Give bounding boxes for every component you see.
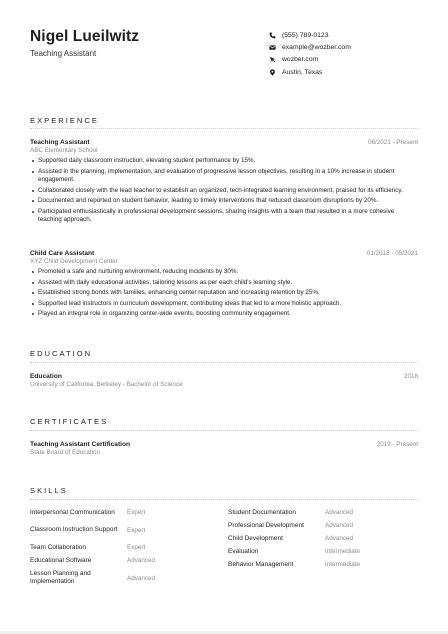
candidate-name: Nigel Lueilwitz [30, 28, 140, 45]
certificates-heading: CERTIFICATES [30, 417, 109, 426]
bullet-item: Collaborated closely with the lead teacher to establish an organized, tech-integrated learning environment, praised for its efficiency. [30, 187, 418, 196]
section-divider [30, 430, 418, 431]
bullet-item: Participated enthusiastically in professional development sessions, sharing insights with a team that resulted in a more cohesive teaching approach. [30, 208, 418, 225]
skills-column-right [228, 508, 408, 573]
skill-item [30, 543, 210, 552]
skill-level: Advanced [127, 574, 156, 582]
skill-level: Advanced [325, 535, 354, 542]
skill-level: Intermediate [325, 561, 361, 568]
skill-level: Advanced [127, 557, 156, 564]
skills-column-left [30, 508, 210, 591]
skill-name: Lesson Planning and Implementation [30, 570, 91, 585]
section-divider [30, 362, 418, 363]
bullet-item: Promoted a safe and nurturing environment, reducing incidents by 30%. [30, 268, 418, 277]
education-entry [30, 373, 418, 388]
job-title: Teaching Assistant [30, 139, 90, 146]
section-divider [30, 128, 418, 129]
job-title: Child Care Assistant [30, 250, 95, 257]
bullet-item: Established strong bonds with families, enhancing center reputation and increasing retention by 25%. [30, 289, 418, 298]
job-employer: XYZ Child Development Center [30, 258, 118, 265]
contact-email [268, 41, 351, 53]
email-icon [268, 44, 276, 51]
contact-email-text: example@wozber.com [282, 43, 351, 51]
bullet-item: Supported daily classroom instruction, elevating student performance by 15%. [30, 157, 418, 166]
skill-item [228, 560, 408, 569]
skill-level: Advanced [325, 509, 354, 516]
skill-item [30, 508, 210, 517]
phone-icon [268, 32, 276, 39]
skill-name: Student Documentation [228, 508, 296, 516]
skill-name: Educational Software [30, 556, 92, 564]
skill-item [228, 521, 408, 530]
skill-name: Evaluation [228, 547, 259, 555]
skill-level: Advanced [325, 522, 354, 529]
job-bullets [30, 157, 418, 225]
skill-level: Intermediate [325, 548, 361, 555]
contact-location [268, 66, 351, 78]
skill-name: Classroom Instruction Support [30, 526, 118, 533]
education-date: 2018 [403, 373, 418, 380]
certificate-entry [30, 441, 418, 456]
skill-item [228, 547, 408, 556]
skill-item [30, 569, 210, 587]
skill-name: Professional Development [228, 521, 304, 529]
job-employer: ABC Elementary School [30, 147, 98, 154]
job-bullets [30, 268, 418, 319]
skill-name: Interpersonal Communication [30, 508, 115, 516]
experience-entry [30, 250, 418, 321]
skill-item [228, 508, 408, 517]
contact-website [268, 54, 351, 66]
experience-entry [30, 139, 418, 227]
bullet-item: Assisted with daily educational activities, tailoring lessons as per each child's learning style. [30, 279, 418, 288]
certificate-issuer: State Board of Education [30, 449, 101, 456]
skill-name: Child Development [228, 534, 283, 542]
bullet-item: Played an integral role in organizing center-wide events, boosting community engagement. [30, 310, 418, 319]
bullet-item: Documented and reported on student behavior, leading to timely interventions that reduced classroom disruptions by 20%. [30, 197, 418, 206]
bullet-item: Assisted in the planning, implementation, and evaluation of progressive lesson objectives, resulting in a 10% increase in student engagement. [30, 168, 418, 185]
skill-level: Expert [127, 526, 146, 534]
contact-phone [268, 29, 351, 41]
degree-title: Education [30, 373, 62, 380]
education-heading: EDUCATION [30, 349, 93, 358]
contact-website-text: wozber.com [282, 56, 319, 64]
experience-heading: EXPERIENCE [30, 116, 99, 125]
skill-level: Expert [127, 544, 146, 551]
skill-item [228, 534, 408, 543]
bullet-item: Supported lead instructors in curriculum development, contributing ideas that led to a more holistic approach. [30, 300, 418, 309]
section-divider [30, 499, 418, 500]
skill-item [30, 521, 210, 539]
contact-phone-text: (555) 789-0123 [282, 31, 329, 39]
contact-location-text: Austin, Texas [282, 68, 323, 76]
location-icon [268, 69, 276, 76]
job-date: 06/2021 - Present [367, 139, 418, 146]
contact-list [268, 29, 351, 78]
education-school: University of California, Berkeley - Bachelor of Science [30, 381, 183, 388]
job-date: 01/2018 - 05/2021 [366, 250, 418, 257]
certificate-title: Teaching Assistant Certification [30, 441, 131, 448]
skill-level: Expert [127, 509, 146, 516]
link-icon [268, 56, 276, 63]
skills-heading: SKILLS [30, 486, 68, 495]
skill-name: Team Collaboration [30, 543, 87, 551]
candidate-title: Teaching Assistant [30, 49, 97, 58]
certificate-date: 2019 - Present [376, 441, 418, 448]
skill-name: Behavior Management [228, 560, 294, 568]
skill-item [30, 556, 210, 565]
